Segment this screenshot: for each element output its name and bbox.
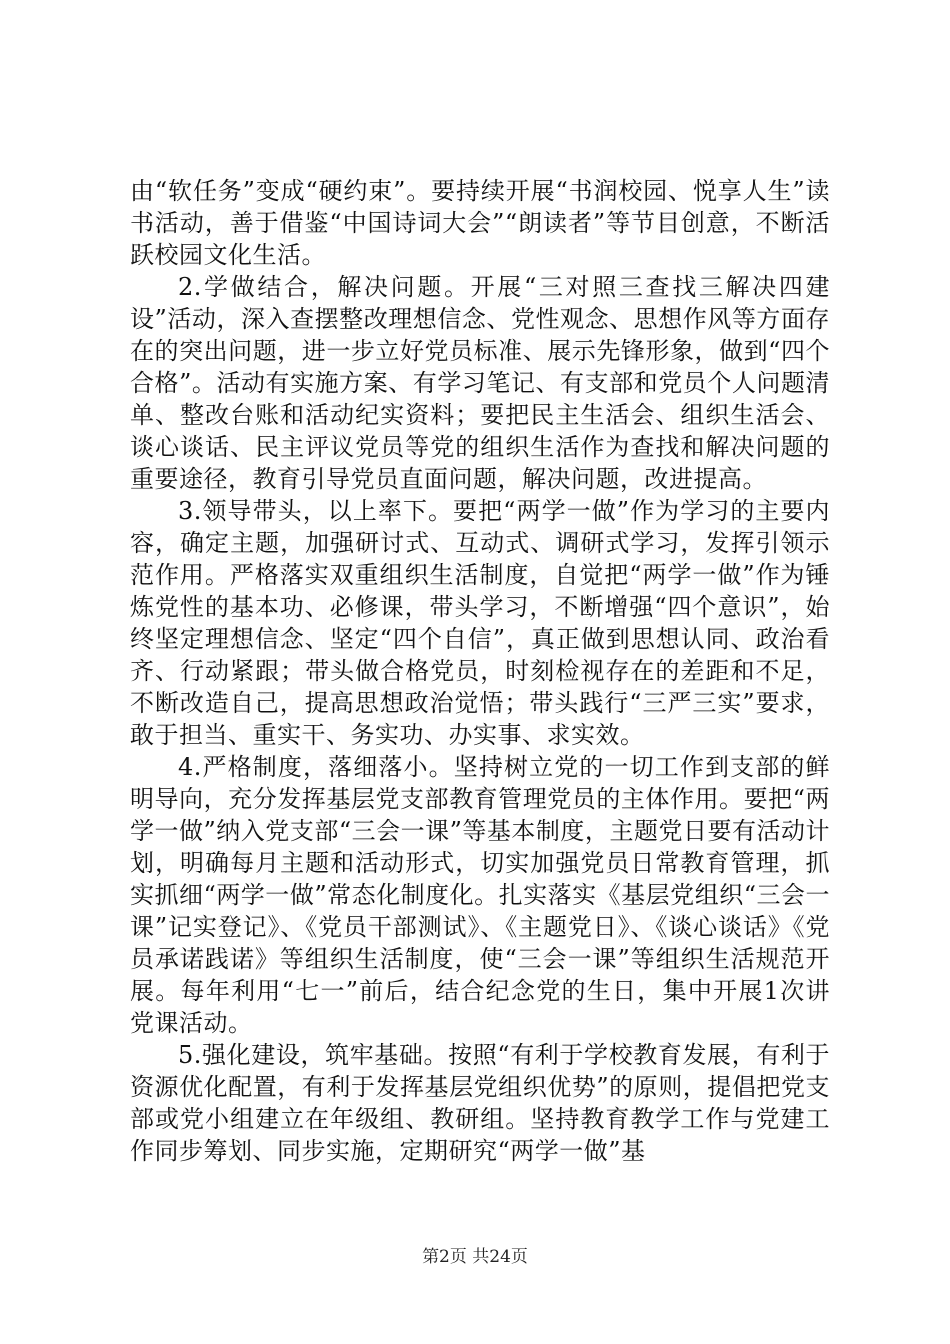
paragraph-item-4: 4.严格制度，落细落小。坚持树立党的一切工作到支部的鲜明导向，充分发挥基层党支部教育管理党员的主体作用。要把“两学一做”纳入党支部“三会一课”等基本制度，主题党日要有活动计划，明确每月主题和活动形式，切实加强党员日常教育管理，抓实抓细“两学一做”常态化制度化。扎实落实《基层党组织“三会一课”记实登记》、《党员干部测试》、《主题党日》、《谈心谈话》《党员承诺践诺》等组织生活制度，使“三会一课”等组织生活规范开展。每年利用“七一”前后，结合纪念党的生日，集中开展1次讲党课活动。: [130, 753, 830, 1037]
paragraph-item-3: 3.领导带头，以上率下。要把“两学一做”作为学习的主要内容，确定主题，加强研讨式、互动式、调研式学习，发挥引领示范作用。严格落实双重组织生活制度，自觉把“两学一做”作为锤炼党性的基本功、必修课，带头学习，不断增强“四个意识”，始终坚定理想信念、坚定“四个自信”，真正做到思想认同、政治看齐、行动紧跟；带头做合格党员，时刻检视存在的差距和不足，不断改造自己，提高思想政治觉悟；带头践行“三严三实”要求，敢于担当、重实干、务实功、办实事、求实效。: [130, 497, 830, 749]
page-footer: 第2页 共24页: [422, 1247, 528, 1267]
body-text: [130, 175, 830, 1167]
paragraph-item-2: 2.学做结合，解决问题。开展“三对照三查找三解决四建设”活动，深入查摆整改理想信念、党性观念、思想作风等方面存在的突出问题，进一步立好党员标准、展示先锋形象，做到“四个合格”。活动有实施方案、有学习笔记、有支部和党员个人问题清单、整改台账和活动纪实资料；要把民主生活会、组织生活会、谈心谈话、民主评议党员等党的组织生活作为查找和解决问题的重要途径，教育引导党员直面问题，解决问题，改进提高。: [130, 273, 830, 493]
paragraph-continued: 由“软任务”变成“硬约束”。要持续开展“书润校园、悦享人生”读书活动，善于借鉴“中国诗词大会”“朗读者”等节目创意，不断活跃校园文化生活。: [130, 177, 830, 269]
paragraph-item-5: 5.强化建设，筑牢基础。按照“有利于学校教育发展，有利于资源优化配置，有利于发挥基层党组织优势”的原则，提倡把党支部或党小组建立在年级组、教研组。坚持教育教学工作与党建工作同步筹划、同步实施，定期研究“两学一做”基: [130, 1041, 830, 1165]
